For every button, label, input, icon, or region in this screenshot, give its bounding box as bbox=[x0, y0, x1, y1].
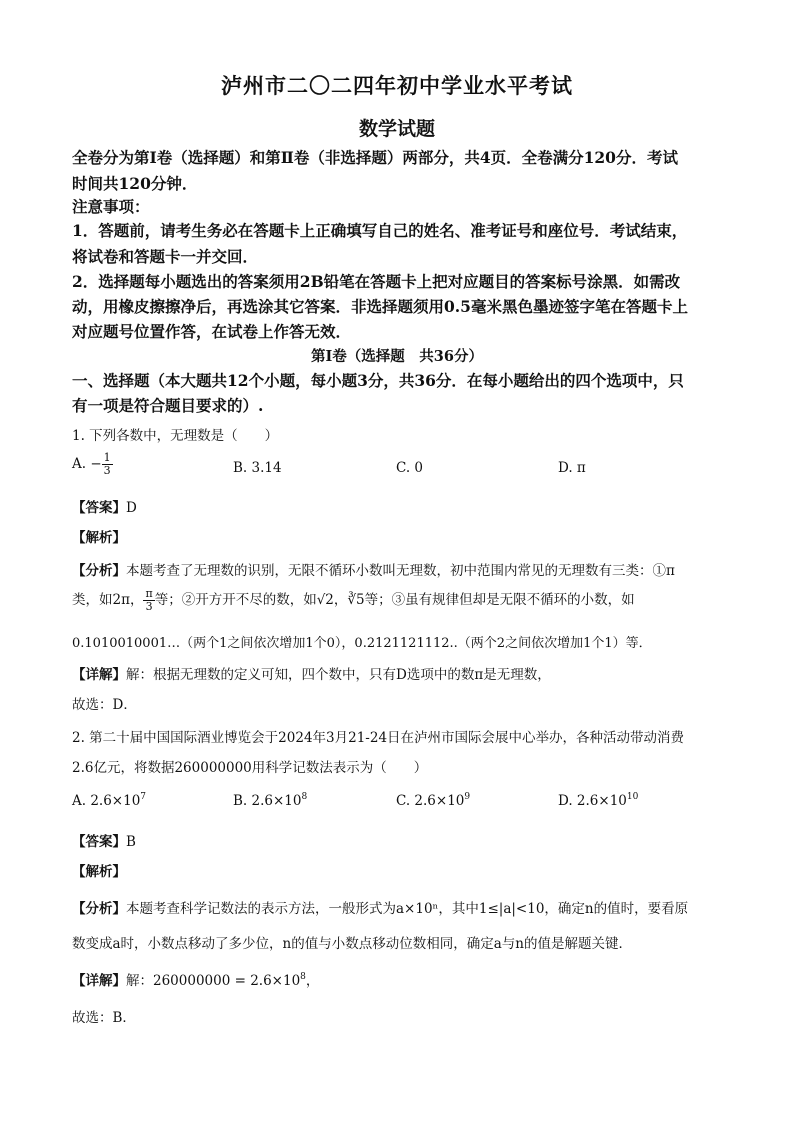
notice-heading: 注意事项： bbox=[72, 197, 150, 216]
q2-analysis-heading: 【解析】 bbox=[72, 864, 126, 880]
q1-analysis-line-1 bbox=[72, 559, 732, 579]
q2-answer-tag: 【答案】 bbox=[72, 834, 126, 850]
q2-option-c-base: C. 2.6×10 bbox=[396, 793, 465, 809]
q1-choice: 故选：D． bbox=[72, 697, 137, 713]
q1-option-b: B. 3.14 bbox=[233, 460, 282, 476]
q2-option-d bbox=[558, 792, 638, 809]
q1-option-a-prefix: A. − bbox=[72, 456, 102, 472]
q2-option-d-exp: 10 bbox=[626, 792, 639, 802]
q1-detail-text: 解：根据无理数的定义可知，四个数中，只有D选项中的数π是无理数， bbox=[126, 667, 551, 683]
notice-2-line-3: 对应题号位置作答，在试卷上作答无效． bbox=[72, 322, 352, 341]
notice-1-line-2: 将试卷和答题卡一并交回． bbox=[72, 247, 259, 266]
q2-option-a-exp: 7 bbox=[140, 792, 147, 802]
q1-answer bbox=[72, 496, 732, 516]
q2-option-b-exp: 8 bbox=[301, 792, 308, 802]
q1-analysis-line-2a: 类，如2π， bbox=[72, 592, 144, 608]
q2-detail-text: 解：260000000 = 2.6×10 bbox=[126, 973, 301, 989]
q1-option-a bbox=[72, 452, 113, 477]
section-instruction-2: 有一项是符合题目要求的）. bbox=[72, 396, 264, 415]
q1-pi-numerator: π bbox=[145, 587, 153, 600]
section-heading: 第Ⅰ卷（选择题 共36分） bbox=[311, 348, 483, 365]
exam-subtitle: 数学试题 bbox=[358, 118, 435, 140]
section-instruction-1: 一、选择题（本大题共12个小题，每小题3分，共36分．在每小题给出的四个选项中，只 bbox=[72, 371, 684, 390]
q1-answer-tag: 【答案】 bbox=[72, 500, 126, 516]
q1-answer-value: D bbox=[126, 500, 137, 516]
q1-analysis-line-2 bbox=[72, 588, 732, 613]
q2-option-d-base: D. 2.6×10 bbox=[558, 793, 627, 809]
q2-stem-line-2: 2.6亿元，将数据260000000用科学记数法表示为（ ） bbox=[72, 760, 428, 776]
q1-analysis-line-2b: 等；②开方开不尽的数，如√2，∛5等；③虽有规律但却是无限不循环的小数，如 bbox=[154, 592, 635, 608]
q1-pi-denominator: 3 bbox=[145, 600, 153, 613]
q2-fenxi-tag: 【分析】 bbox=[72, 901, 126, 917]
q2-detail bbox=[72, 969, 732, 989]
q2-choice: 故选：B． bbox=[72, 1010, 136, 1026]
q1-fenxi-text: 本题考查了无理数的识别，无限不循环小数叫无理数，初中范围内常见的无理数有三类：①π bbox=[126, 563, 675, 579]
q2-detail-tag: 【详解】 bbox=[72, 973, 126, 989]
notice-2-line-2: 动，用橡皮擦擦净后，再选涂其它答案．非选择题须用0.5毫米黑色墨迹签字笔在答题卡上 bbox=[72, 297, 688, 316]
q1-option-c: C. 0 bbox=[396, 460, 424, 476]
q2-answer-value: B bbox=[126, 834, 136, 850]
q2-answer bbox=[72, 830, 732, 850]
intro-line-1: 全卷分为第Ⅰ卷（选择题）和第Ⅱ卷（非选择题）两部分，共4页．全卷满分120分．考试 bbox=[72, 148, 678, 167]
intro-line-2: 时间共120分钟． bbox=[72, 174, 198, 193]
q1-pi-over-3 bbox=[143, 588, 154, 613]
q1-detail bbox=[72, 663, 732, 683]
q2-stem-line-1: 2. 第二十届中国国际酒业博览会于2024年3月21-24日在泸州市国际会展中心举办，各种活动带动消费 bbox=[72, 730, 685, 746]
q2-option-c-exp: 9 bbox=[464, 792, 471, 802]
q2-option-c bbox=[396, 792, 470, 809]
q1-analysis-heading: 【解析】 bbox=[72, 530, 126, 546]
q1-stem: 1. 下列各数中，无理数是（ ） bbox=[72, 428, 279, 444]
q1-option-a-denominator: 3 bbox=[103, 464, 111, 477]
q2-option-b-base: B. 2.6×10 bbox=[233, 793, 302, 809]
q2-detail-exp: 8 bbox=[300, 972, 306, 982]
q1-option-a-fraction bbox=[102, 452, 113, 477]
q2-option-b bbox=[233, 792, 307, 809]
q1-option-a-numerator: 1 bbox=[103, 451, 111, 464]
q2-detail-end: ， bbox=[305, 973, 320, 989]
q2-option-a bbox=[72, 792, 146, 809]
exam-title: 泸州市二〇二四年初中学业水平考试 bbox=[221, 73, 573, 98]
q1-fenxi-tag: 【分析】 bbox=[72, 563, 126, 579]
q2-option-a-base: A. 2.6×10 bbox=[72, 793, 141, 809]
notice-2-line-1: 2．选择题每小题选出的答案须用2B铅笔在答题卡上把对应题目的答案标号涂黑．如需改 bbox=[72, 272, 681, 291]
q2-analysis-line-2: 数变成a时，小数点移动了多少位，n的值与小数点移动位数相同，确定a与n的值是解题关键． bbox=[72, 936, 632, 952]
q2-analysis-line-1 bbox=[72, 897, 732, 917]
notice-1-line-1: 1．答题前，请考生务必在答题卡上正确填写自己的姓名、准考证号和座位号．考试结束， bbox=[72, 221, 688, 240]
q2-fenxi-text: 本题考查科学记数法的表示方法，一般形式为a×10ⁿ，其中1≤|a|<10，确定n的值时，要看原 bbox=[126, 901, 689, 917]
q1-analysis-line-3: 0.1010010001…（两个1之间依次增加1个0），0.2121121112..（两个2之间依次增加1个1）等． bbox=[72, 636, 652, 651]
q1-detail-tag: 【详解】 bbox=[72, 667, 126, 683]
q1-option-d: D. π bbox=[558, 460, 586, 476]
